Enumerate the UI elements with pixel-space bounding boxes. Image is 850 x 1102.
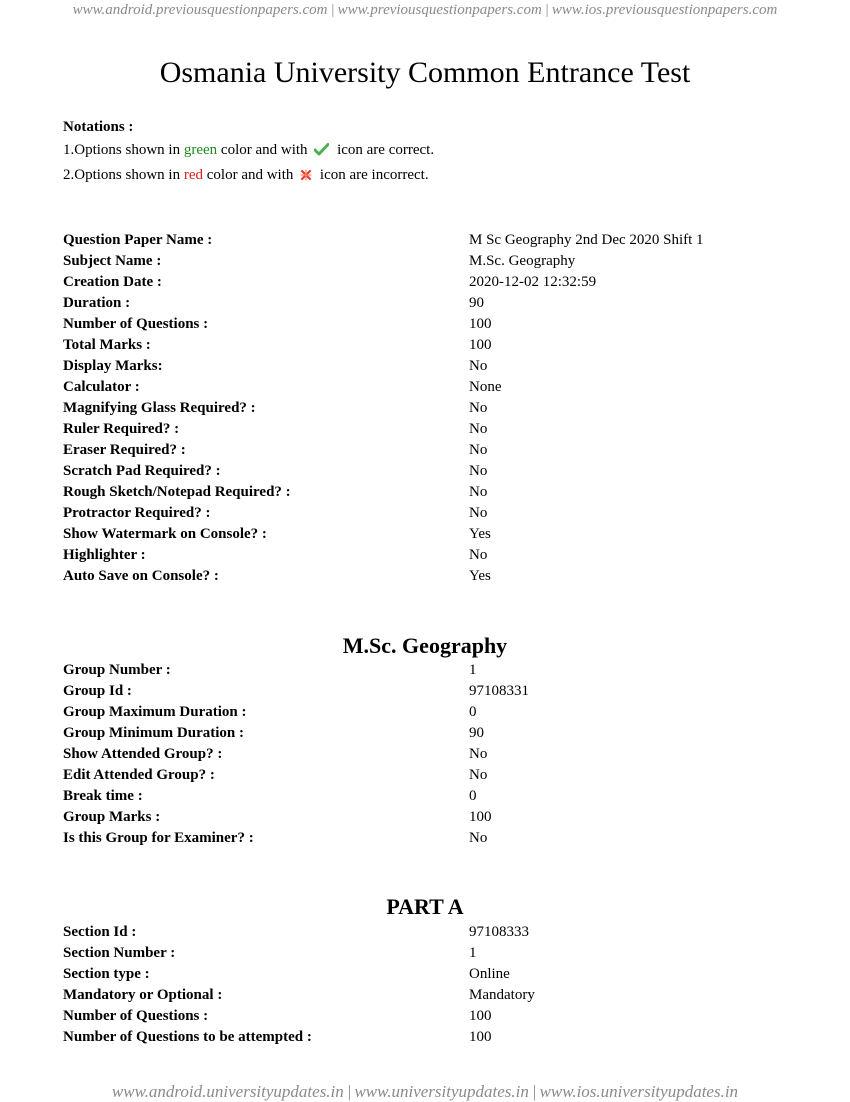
watermark-separator: | [346, 1082, 352, 1101]
info-row [63, 943, 783, 964]
info-row [63, 660, 783, 681]
info-value: 100 [469, 1008, 492, 1024]
info-row [63, 922, 783, 943]
watermark-link[interactable]: www.universityupdates.in [354, 1082, 529, 1101]
info-row [63, 377, 783, 398]
info-label: Show Attended Group? : [63, 746, 223, 762]
checkmark-icon [314, 141, 329, 164]
info-value: Mandatory [469, 987, 535, 1003]
info-label: Total Marks : [63, 337, 151, 353]
info-row [63, 524, 783, 545]
top-watermark [0, 2, 850, 19]
info-value: 97108331 [469, 683, 529, 699]
info-row [63, 985, 783, 1006]
notation-text: icon are incorrect. [316, 167, 429, 183]
info-value: M Sc Geography 2nd Dec 2020 Shift 1 [469, 232, 704, 248]
info-value: No [469, 442, 488, 458]
info-row [63, 744, 783, 765]
bottom-watermark [0, 1082, 850, 1102]
info-label: Number of Questions : [63, 1008, 209, 1024]
info-value: No [469, 767, 488, 783]
info-value: No [469, 505, 488, 521]
info-row [63, 566, 783, 587]
info-label: Eraser Required? : [63, 442, 186, 458]
info-label: Mandatory or Optional : [63, 987, 223, 1003]
watermark-separator: | [330, 2, 335, 18]
info-label: Section Id : [63, 924, 137, 940]
info-row [63, 419, 783, 440]
group-info-table [63, 660, 783, 849]
info-row [63, 828, 783, 849]
notation-green-word: green [183, 142, 218, 158]
info-label: Is this Group for Examiner? : [63, 830, 254, 846]
notation-text: color and with [203, 167, 298, 183]
info-value: 90 [469, 725, 484, 741]
info-value: 97108333 [469, 924, 529, 940]
page-title: Osmania University Common Entrance Test [159, 56, 691, 89]
watermark-link[interactable]: www.ios.universityupdates.in [539, 1082, 739, 1101]
watermark-separator: | [531, 1082, 537, 1101]
info-value: 100 [469, 337, 492, 353]
info-row [63, 356, 783, 377]
info-row [63, 314, 783, 335]
info-label: Magnifying Glass Required? : [63, 400, 256, 416]
watermark-link[interactable]: www.android.previousquestionpapers.com [72, 2, 328, 18]
info-row [63, 681, 783, 702]
watermark-link[interactable]: www.previousquestionpapers.com [337, 2, 542, 18]
info-value: None [469, 379, 502, 395]
section-title: PART A [386, 894, 464, 919]
info-label: Group Maximum Duration : [63, 704, 247, 720]
info-label: Group Marks : [63, 809, 161, 825]
watermark-link[interactable]: www.android.universityupdates.in [111, 1082, 344, 1101]
info-value: No [469, 358, 488, 374]
notation-correct [63, 139, 434, 164]
info-row [63, 545, 783, 566]
info-value: 100 [469, 809, 492, 825]
info-label: Ruler Required? : [63, 421, 180, 437]
info-value: 0 [469, 788, 477, 804]
group-title: M.Sc. Geography [342, 633, 508, 658]
info-value: No [469, 830, 488, 846]
info-row [63, 272, 783, 293]
info-row [63, 765, 783, 786]
info-label: Number of Questions to be attempted : [63, 1029, 312, 1045]
info-row [63, 1006, 783, 1027]
info-value: 100 [469, 1029, 492, 1045]
section-info-table [63, 922, 783, 1048]
info-value: No [469, 463, 488, 479]
info-value: 90 [469, 295, 484, 311]
info-label: Group Minimum Duration : [63, 725, 244, 741]
info-label: Display Marks: [63, 358, 163, 374]
info-row [63, 1027, 783, 1048]
watermark-separator: | [544, 2, 549, 18]
notation-text: icon are correct. [333, 142, 435, 158]
info-label: Calculator : [63, 379, 140, 395]
info-label: Break time : [63, 788, 143, 804]
info-row [63, 702, 783, 723]
info-label: Duration : [63, 295, 131, 311]
info-row [63, 293, 783, 314]
info-value: Online [469, 966, 510, 982]
notation-incorrect [63, 164, 434, 189]
info-label: Auto Save on Console? : [63, 568, 219, 584]
info-row [63, 482, 783, 503]
info-value: Yes [469, 526, 491, 542]
info-value: 2020-12-02 12:32:59 [469, 274, 597, 290]
paper-info-table [63, 230, 783, 587]
info-value: No [469, 746, 488, 762]
info-label: Highlighter : [63, 547, 146, 563]
notation-red-word: red [183, 167, 203, 183]
info-label: Group Id : [63, 683, 132, 699]
info-label: Question Paper Name : [63, 232, 213, 248]
info-value: No [469, 547, 488, 563]
notations-heading: Notations : [63, 119, 134, 135]
info-row [63, 807, 783, 828]
info-row [63, 723, 783, 744]
info-label: Scratch Pad Required? : [63, 463, 221, 479]
info-value: 1 [469, 662, 477, 678]
info-label: Creation Date : [63, 274, 162, 290]
info-value: No [469, 421, 488, 437]
info-row [63, 251, 783, 272]
info-label: Section type : [63, 966, 150, 982]
info-label: Rough Sketch/Notepad Required? : [63, 484, 291, 500]
info-row [63, 398, 783, 419]
notation-text: 1.Options shown in [63, 142, 184, 158]
info-label: Edit Attended Group? : [63, 767, 215, 783]
info-row [63, 440, 783, 461]
info-label: Group Number : [63, 662, 171, 678]
info-label: Show Watermark on Console? : [63, 526, 267, 542]
info-value: 100 [469, 316, 492, 332]
info-row [63, 786, 783, 807]
notations-block [63, 116, 434, 189]
info-row [63, 503, 783, 524]
watermark-link[interactable]: www.ios.previousquestionpapers.com [551, 2, 778, 18]
info-value: No [469, 484, 488, 500]
info-value: Yes [469, 568, 491, 584]
info-value: 0 [469, 704, 477, 720]
info-value: No [469, 400, 488, 416]
info-row [63, 230, 783, 251]
cross-icon [300, 166, 312, 189]
info-label: Subject Name : [63, 253, 162, 269]
info-row [63, 964, 783, 985]
info-label: Protractor Required? : [63, 505, 211, 521]
info-label: Section Number : [63, 945, 176, 961]
info-value: M.Sc. Geography [469, 253, 576, 269]
notation-text: 2.Options shown in [63, 167, 184, 183]
info-label: Number of Questions : [63, 316, 209, 332]
info-row [63, 335, 783, 356]
info-value: 1 [469, 945, 477, 961]
notation-text: color and with [217, 142, 312, 158]
info-row [63, 461, 783, 482]
